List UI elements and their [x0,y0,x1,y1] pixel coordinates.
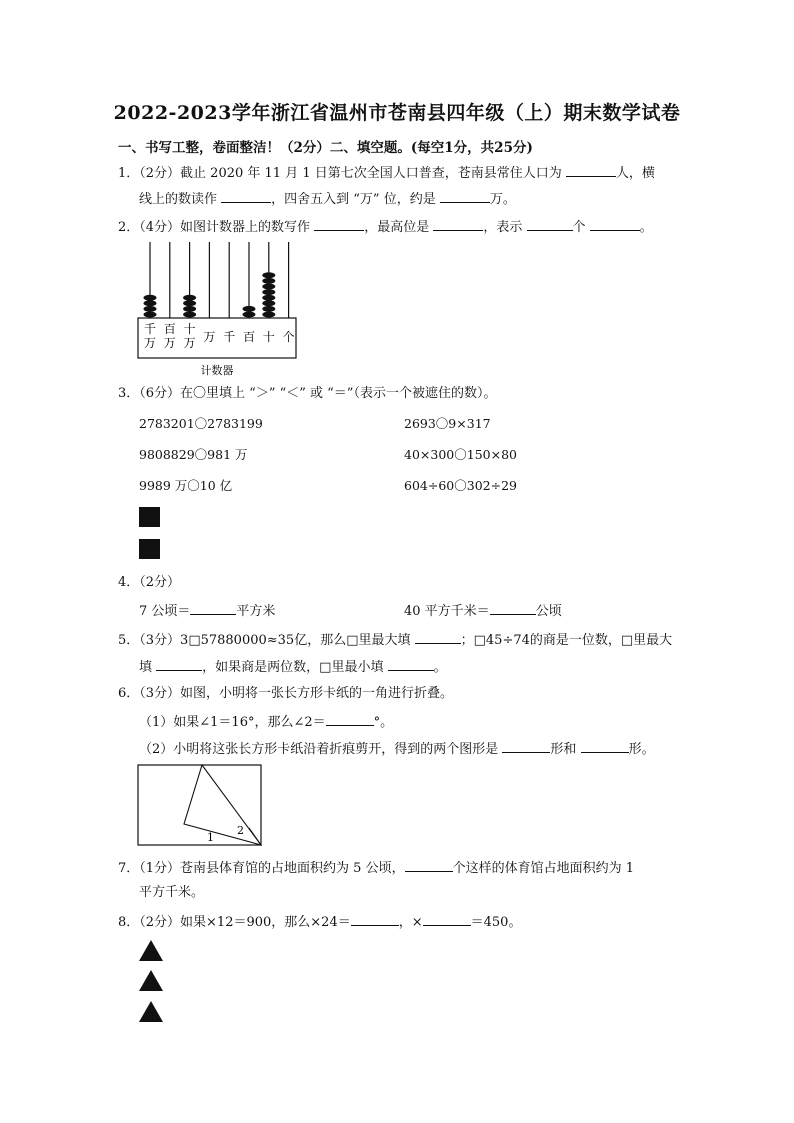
question-7-text: 7．（1分）苍南县体育馆的占地面积约为 5 公顷， [118,861,405,876]
abacus-bead [243,312,256,318]
question-1-line-2 [139,190,516,208]
comparison-right-3[interactable]: 604÷60〇302÷29 [404,478,517,493]
comparison-left-3[interactable]: 9989 万〇10 亿 [139,478,233,493]
abacus-bead [262,289,275,295]
question-2-text: ，表示 [483,220,523,235]
question-1-line-1 [118,164,655,182]
page-title: 2022-2023学年浙江省温州市苍南县四年级（上）期末数学试卷 [113,102,681,124]
angle-1-label: 1 [207,831,214,844]
answer-blank[interactable] [502,740,550,753]
answer-blank[interactable] [415,631,461,644]
question-6-part-2 [139,740,655,758]
abacus-bead [183,295,196,301]
answer-blank[interactable] [190,602,236,615]
question-1-text: 线上的数读作 [139,192,218,207]
abacus-place-label: 万 [183,336,196,350]
question-4-stem: 4．（2分） [118,575,181,590]
folded-card-figure [137,764,263,848]
comparison-right-1[interactable]: 2693〇9×317 [404,416,491,431]
question-3-stem: 3．（6分）在〇里填上 “＞” “＜” 或 “＝”（表示一个被遮住的数）。 [118,386,497,401]
folded-triangle [184,765,261,845]
question-2-line-1 [118,218,653,236]
answer-blank[interactable] [351,913,399,926]
abacus-bead [183,312,196,318]
abacus-bead [144,295,157,301]
answer-blank[interactable] [221,190,271,203]
answer-blank[interactable] [388,658,434,671]
question-7-line-1 [118,859,634,877]
triangle-marker [139,970,163,991]
answer-blank[interactable] [590,218,640,231]
abacus-bead [243,306,256,312]
question-6-text: （2）小明将这张长方形卡纸沿着折痕剪开，得到的两个图形是 [139,742,499,757]
question-5-line-1 [118,631,672,649]
comparison-left-1[interactable]: 2783201〇2783199 [139,416,263,431]
question-5-text: 。 [433,660,447,675]
question-6-stem: 6．（3分）如图，小明将一张长方形卡纸的一角进行折叠。 [118,686,454,701]
question-6-part-1 [139,713,393,731]
question-2-text: 。 [639,220,653,235]
question-8-text: ，× [398,915,423,930]
abacus-place-label: 千 [143,322,157,336]
abacus-bead [144,312,157,318]
answer-blank[interactable] [156,658,202,671]
question-4-text: 平方米 [236,604,276,619]
abacus-bead [262,312,275,318]
abacus-place-label: 个 [282,330,295,344]
question-5-text: 5．（3分）3□57880000≈35亿，那么□里最大填 [118,633,411,648]
question-5-text: 填 [139,660,153,675]
triangle-marker [139,940,163,961]
abacus-bead [262,295,275,301]
question-6-text: 形。 [628,742,655,757]
abacus-figure [130,238,310,380]
abacus-bead [183,300,196,306]
question-4-text: 7 公顷＝ [139,604,191,619]
question-5-line-2 [139,658,447,676]
question-1-text: 万。 [489,192,516,207]
question-1-text: ，四舍五入到 “万” 位，约是 [271,192,436,207]
abacus-place-label: 万 [163,336,176,350]
abacus-place-label: 十 [262,330,275,344]
answer-blank[interactable] [405,859,453,872]
question-4-text: 40 平方千米＝ [404,604,490,619]
answer-blank[interactable] [314,218,364,231]
angle-2-label: 2 [237,824,244,837]
triangle-marker [139,1001,163,1022]
question-8-line [118,913,521,931]
square-marker [139,507,160,527]
question-2-text: 2．（4分）如图计数器上的数写作 [118,220,311,235]
abacus-bead [262,300,275,306]
question-8-text: 8．（2分）如果×12＝900，那么×24＝ [118,915,351,930]
abacus-caption: 计数器 [200,364,234,377]
question-6-text: 形和 [550,742,577,757]
abacus-place-label: 千 [223,330,236,344]
question-1-text: 人，横 [615,166,655,181]
abacus-place-label: 万 [143,336,157,350]
abacus-bead [183,306,196,312]
answer-blank[interactable] [326,713,374,726]
abacus-bead [262,284,275,290]
answer-blank[interactable] [423,913,471,926]
answer-blank[interactable] [433,218,483,231]
answer-blank[interactable] [566,164,616,177]
question-4-text: 公顷 [535,604,562,619]
comparison-left-2[interactable]: 9808829〇981 万 [139,447,248,462]
question-4-part-b [404,602,562,620]
question-7-text: 个这样的体育馆占地面积约为 1 [452,861,634,876]
question-6-text: °。 [373,715,394,730]
abacus-bead [262,306,275,312]
section-heading: 一、书写工整，卷面整洁！（2分）二、填空题。(每空1分，共25分) [118,140,533,156]
answer-blank[interactable] [527,218,573,231]
comparison-right-2[interactable]: 40×300〇150×80 [404,447,517,462]
abacus-place-label: 十 [183,322,196,336]
abacus-place-label: 百 [242,330,256,344]
question-8-text: ＝450。 [470,915,522,930]
question-6-text: （1）如果∠1＝16°，那么∠2＝ [139,715,326,730]
question-1-text: 1．（2分）截止 2020 年 11 月 1 日第七次全国人口普查，苍南县常住人口为 [118,166,562,181]
question-2-text: ，最高位是 [364,220,430,235]
square-marker [139,539,160,559]
abacus-bead [144,300,157,306]
answer-blank[interactable] [440,190,490,203]
abacus-place-label: 百 [163,322,176,336]
abacus-place-label: 万 [203,330,216,344]
answer-blank[interactable] [490,602,536,615]
question-2-text: 个 [572,220,586,235]
question-4-part-a [139,602,275,620]
question-5-text: ，如果商是两位数，□里最小填 [202,660,384,675]
question-7-line-2: 平方千米。 [139,885,205,900]
abacus-bead [144,306,157,312]
answer-blank[interactable] [581,740,629,753]
abacus-bead [262,278,275,284]
question-5-text: ；□45÷74的商是一位数，□里最大 [460,633,673,648]
abacus-bead [262,272,275,278]
